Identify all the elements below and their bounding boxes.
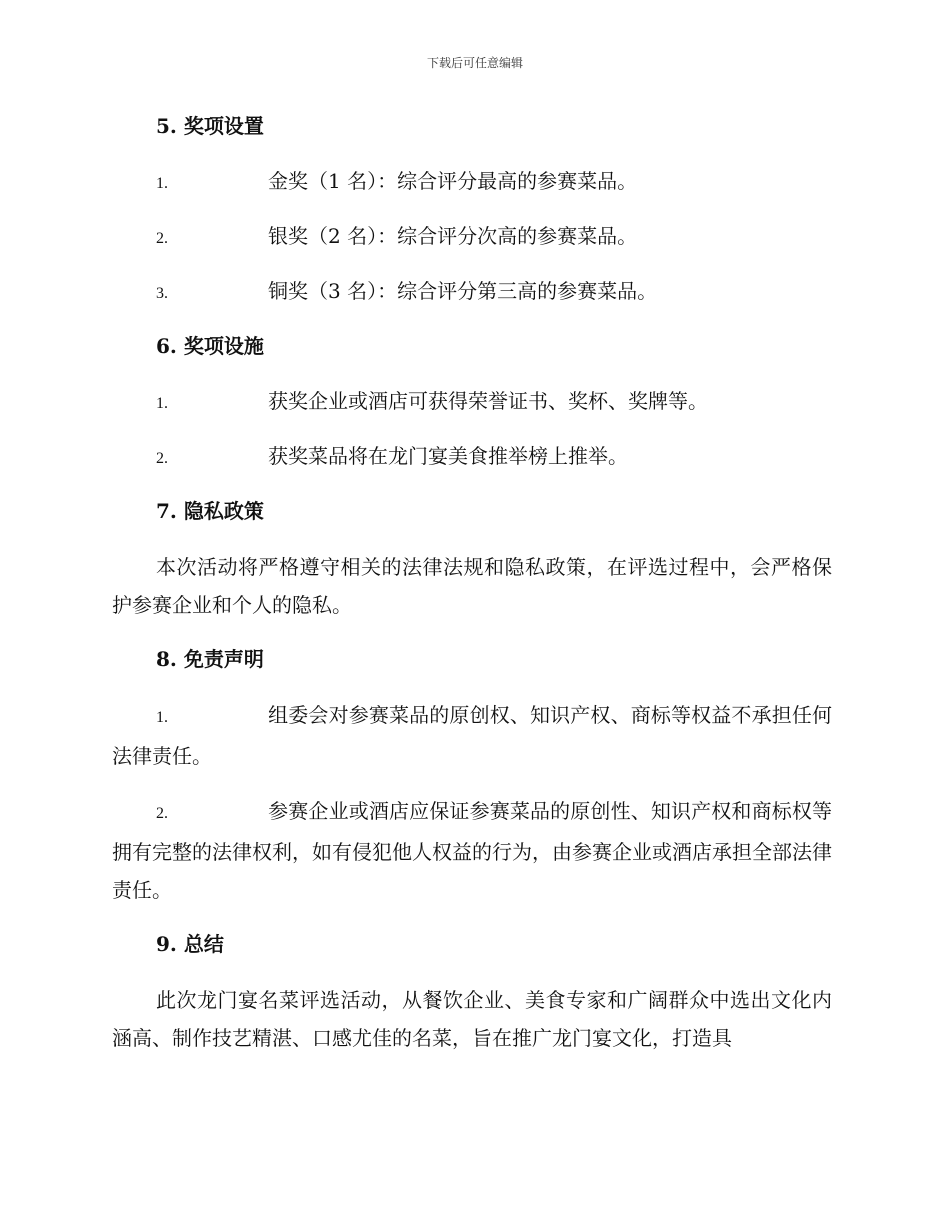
list-item: [112, 383, 832, 438]
list-number: 1.: [156, 709, 168, 726]
list-number: 1.: [156, 395, 168, 412]
list-item: [112, 218, 832, 273]
list-text: 铜奖（3 名）：综合评分第三高的参赛菜品。: [268, 279, 658, 303]
list-text: 银奖（2 名）：综合评分次高的参赛菜品。: [268, 224, 638, 248]
list-text: 组委会对参赛菜品的原创权、知识产权、商标等权益不承担任何法律责任。: [112, 703, 832, 768]
list-number: 3.: [156, 285, 168, 302]
section-9-heading: 9. 总结: [156, 932, 224, 956]
list-number: 1.: [156, 175, 168, 192]
list-number: 2.: [156, 450, 168, 467]
list-item: [112, 792, 832, 909]
list-number: 2.: [156, 230, 168, 247]
section-5-heading: 5. 奖项设置: [156, 114, 264, 138]
list-text: 参赛企业或酒店应保证参赛菜品的原创性、知识产权和商标权等拥有完整的法律权利，如有侵犯他人权益的行为，由参赛企业或酒店承担全部法律责任。: [112, 799, 832, 902]
list-number: 2.: [156, 805, 168, 822]
section-7-heading: 7. 隐私政策: [156, 499, 264, 523]
list-item: [112, 163, 832, 218]
section-9-paragraph: 此次龙门宴名菜评选活动，从餐饮企业、美食专家和广阔群众中选出文化内涵高、制作技艺精湛、口感尤佳的名菜，旨在推广龙门宴文化，打造具: [112, 988, 832, 1050]
list-text: 获奖企业或酒店可获得荣誉证书、奖杯、奖牌等。: [268, 389, 708, 413]
list-item: [112, 696, 832, 775]
list-item: [112, 273, 832, 328]
list-text: 获奖菜品将在龙门宴美食推举榜上推举。: [268, 444, 628, 468]
section-6-heading: 6. 奖项设施: [156, 334, 264, 358]
section-8-heading: 8. 免责声明: [156, 647, 264, 671]
list-text: 金奖（1 名）：综合评分最高的参赛菜品。: [268, 169, 638, 193]
document-body: [112, 108, 832, 1057]
section-7-paragraph: 本次活动将严格遵守相关的法律法规和隐私政策，在评选过程中，会严格保护参赛企业和个人的隐私。: [112, 555, 832, 617]
list-item: [112, 438, 832, 493]
page-header: 下载后可任意编辑: [426, 56, 523, 70]
